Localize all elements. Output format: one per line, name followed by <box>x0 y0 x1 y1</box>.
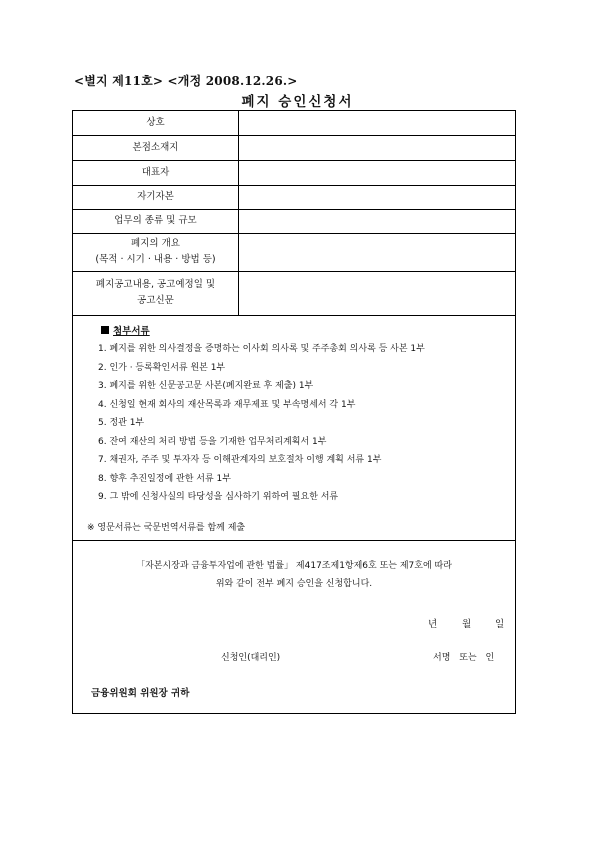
table-row <box>73 111 515 135</box>
date-year-field[interactable]: 년 <box>428 619 438 630</box>
date-day-field[interactable]: 일 <box>495 619 505 630</box>
field-label-equity-capital: 자기자본 <box>73 185 239 209</box>
addressee: 금융위원회 위원장 귀하 <box>91 688 190 699</box>
table-row <box>73 209 515 233</box>
label-line: 폐지의 개요 <box>131 238 180 249</box>
label-line: (목적 · 시기 · 내용 · 방법 등) <box>95 254 216 265</box>
list-item: 9. 그 밖에 신청사실의 타당성을 심사하기 위하여 필요한 서류 <box>98 492 339 502</box>
table-row <box>73 271 515 315</box>
company-name-field[interactable] <box>239 111 516 135</box>
field-label-abolition-overview <box>73 233 239 271</box>
field-label-head-office: 본점소재지 <box>73 135 239 160</box>
signature-field[interactable]: 서명 또는 인 <box>433 653 495 663</box>
attachments-section <box>73 316 515 541</box>
business-type-field[interactable] <box>239 209 516 233</box>
attachment-list <box>98 340 425 507</box>
field-label-representative: 대표자 <box>73 160 239 185</box>
list-item: 7. 채권자, 주주 및 투자자 등 이해관계자의 보호절차 이행 계획 서류 1부 <box>98 455 382 465</box>
abolition-overview-field[interactable] <box>239 233 516 271</box>
list-item: 5. 정관 1부 <box>98 418 145 428</box>
list-item: 6. 잔여 재산의 처리 방법 등을 기재한 업무처리계획서 1부 <box>98 436 327 447</box>
declaration-line: 「자본시장과 금융투자업에 관한 법률」 제417조제1항제6호 또는 제7호에 따라 <box>136 561 452 571</box>
square-bullet-icon <box>101 326 109 334</box>
attachments-heading: 첨부서류 <box>101 323 150 337</box>
list-item: 2. 인가 · 등록확인서류 원본 1부 <box>98 362 226 373</box>
table-row <box>73 160 515 185</box>
list-item: 4. 신청일 현재 회사의 재산목록과 재무제표 및 부속명세서 각 1부 <box>98 399 356 410</box>
field-label-business-type: 업무의 종류 및 규모 <box>73 209 239 233</box>
list-item: 1. 폐지를 위한 의사결정을 증명하는 이사회 의사록 및 주주총회 의사록 등 사본 1부 <box>98 344 425 354</box>
translation-note: ※ 영문서류는 국문번역서류를 함께 제출 <box>87 523 246 533</box>
table-row <box>73 135 515 160</box>
declaration-line: 위와 같이 전부 폐지 승인을 신청합니다. <box>215 579 373 589</box>
field-label-company-name: 상호 <box>73 111 239 135</box>
label-line: 공고신문 <box>137 295 174 306</box>
applicant-label: 신청인(대리인) <box>221 653 281 663</box>
application-form <box>72 110 516 714</box>
field-label-public-notice <box>73 271 239 315</box>
table-row <box>73 233 515 271</box>
page-title: 폐지 승인신청서 <box>241 94 354 110</box>
label-line: 폐지공고내용, 공고예정일 및 <box>95 279 216 290</box>
date-month-field[interactable]: 월 <box>462 619 472 630</box>
list-item: 8. 향후 추진일정에 관한 서류 1부 <box>98 473 231 484</box>
head-office-field[interactable] <box>239 135 516 160</box>
representative-field[interactable] <box>239 160 516 185</box>
table-row <box>73 185 515 209</box>
equity-capital-field[interactable] <box>239 185 516 209</box>
list-item: 3. 폐지를 위한 신문공고문 사본(폐지완료 후 제출) 1부 <box>98 381 314 391</box>
public-notice-field[interactable] <box>239 271 516 315</box>
applicant-info-table <box>73 111 515 316</box>
form-number: <별지 제11호> <개정 2008.12.26.> <box>74 74 298 88</box>
